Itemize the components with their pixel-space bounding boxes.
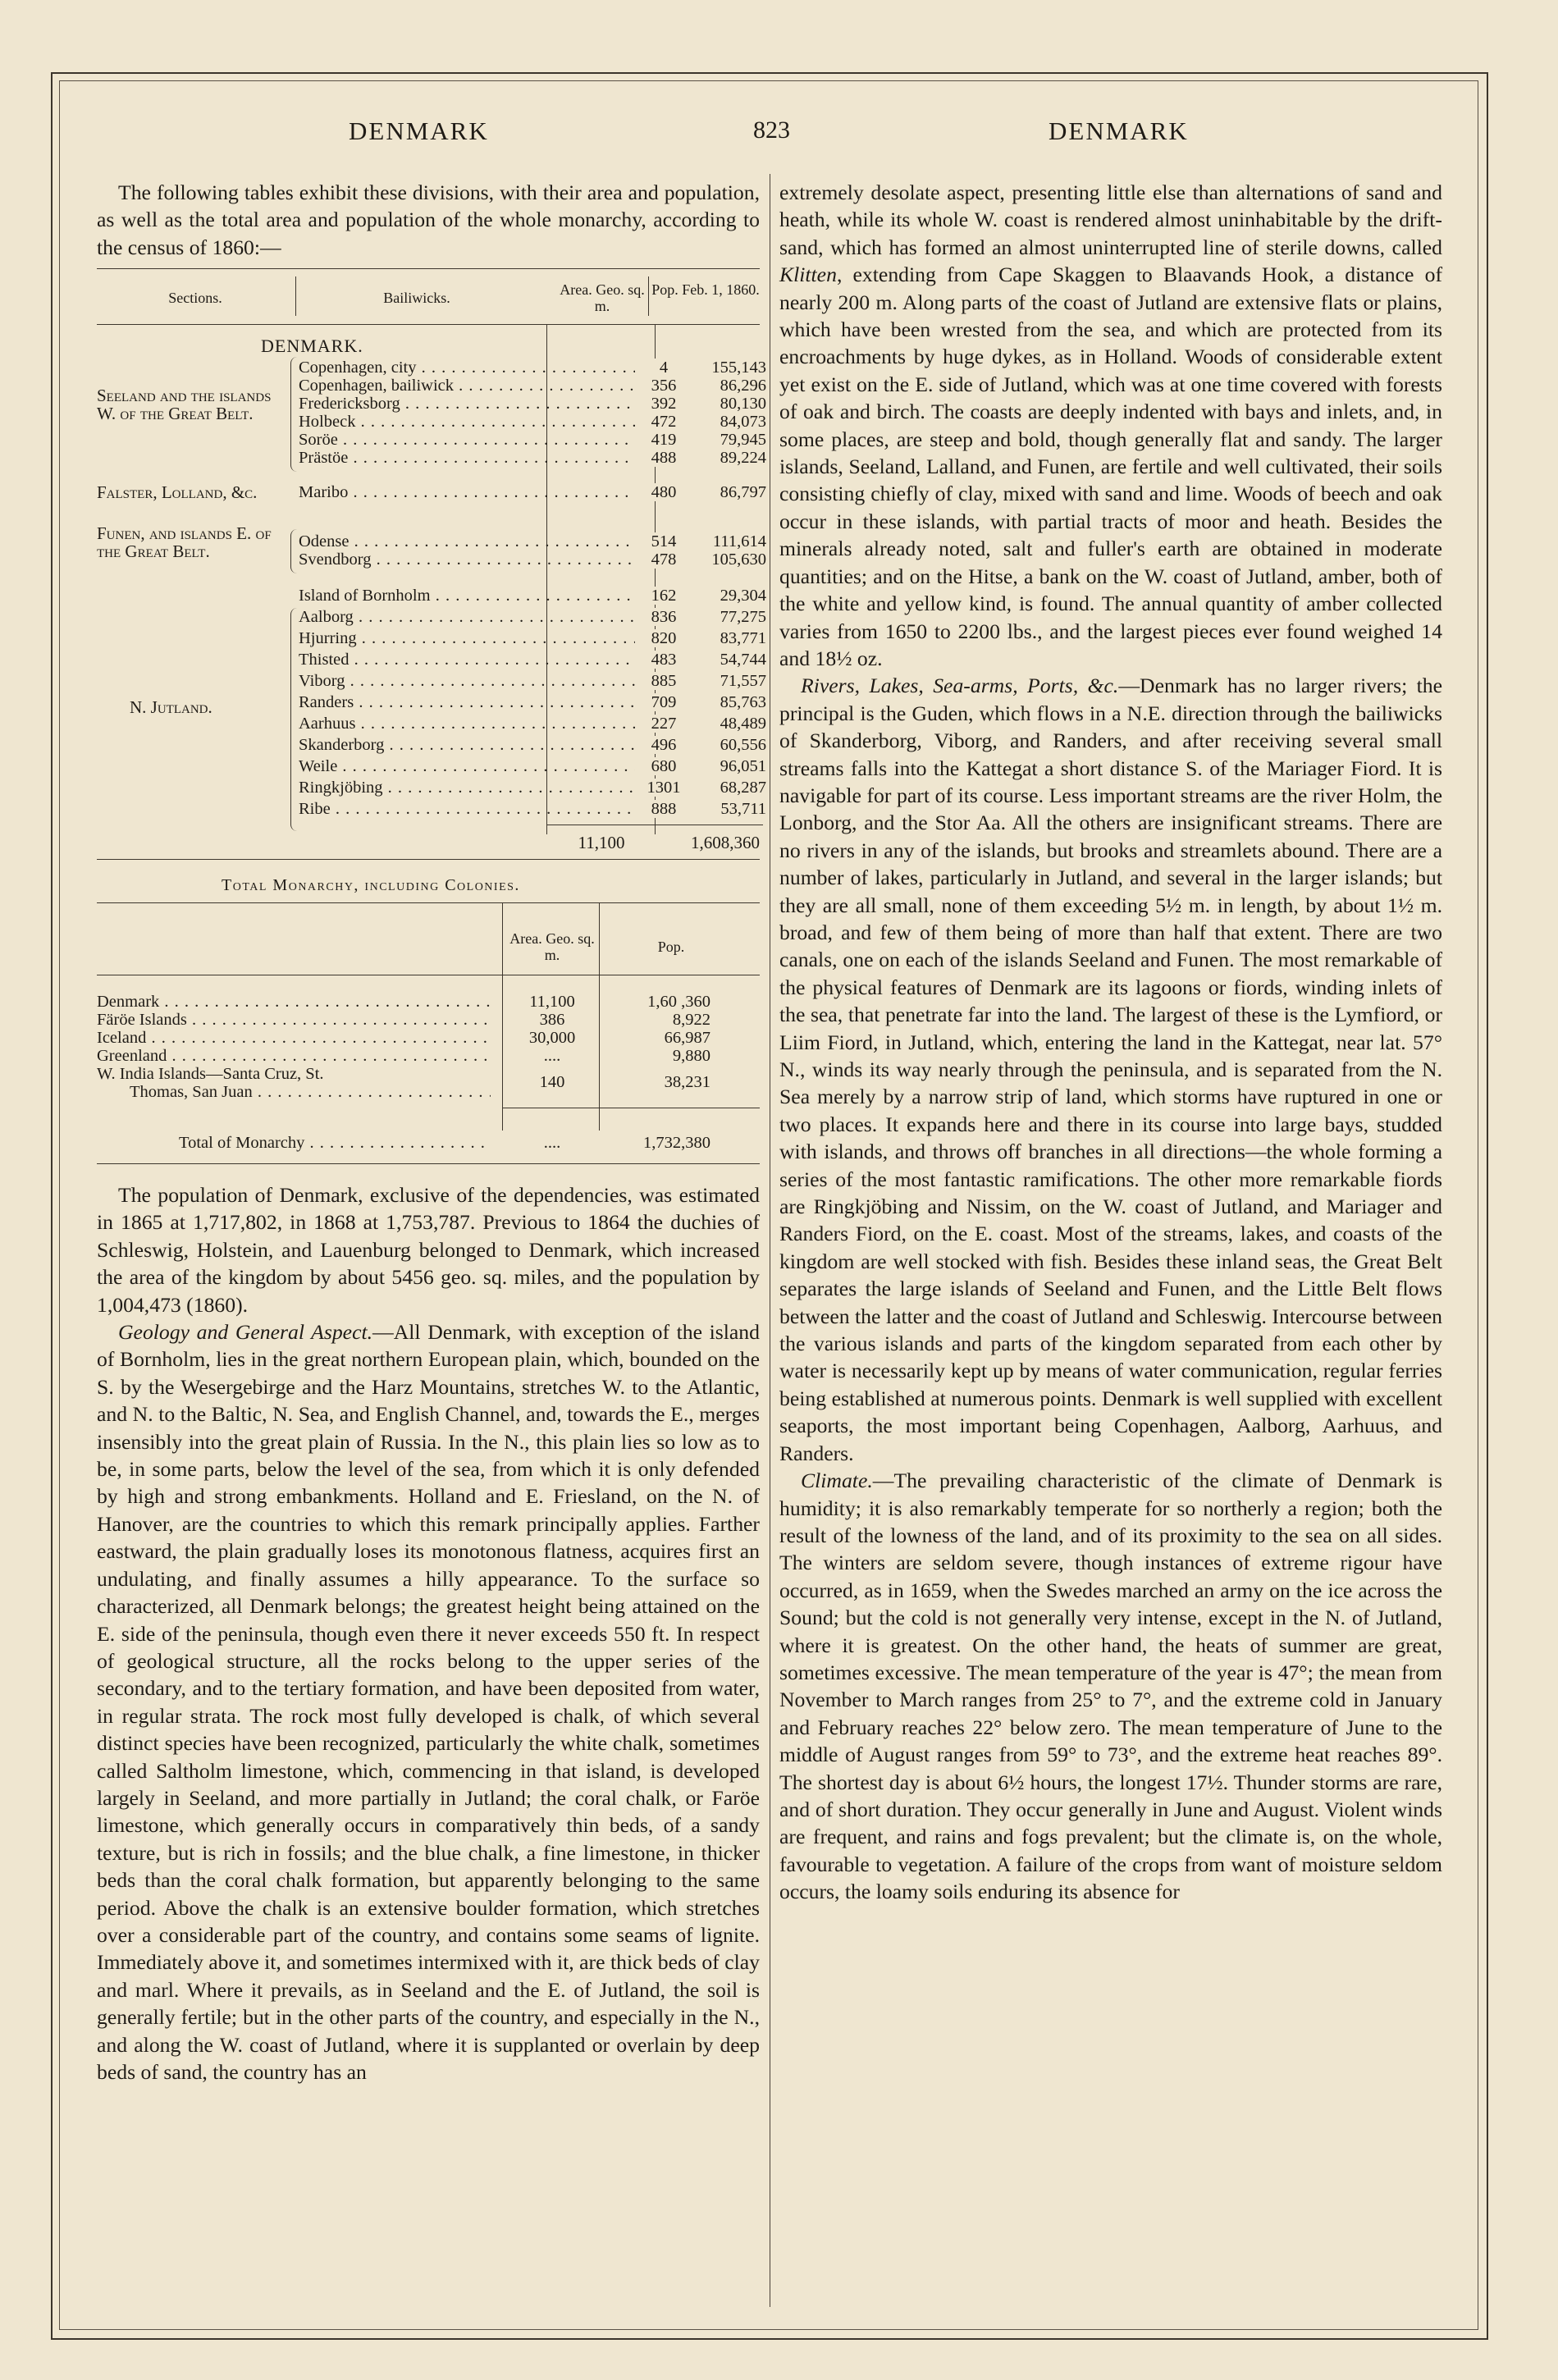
- table-rule: [97, 902, 760, 903]
- section-label-seeland: Seeland and the islands W. of the Great Belt.: [97, 386, 272, 423]
- left-body: [97, 1181, 760, 2085]
- table-row: Thisted . . . 483 54,744: [299, 651, 760, 669]
- table-row: Ribe . . . 888 53,711: [299, 800, 760, 818]
- population-paragraph: The population of Denmark, exclusive of the dependencies, was estimated in 1865 at 1,717,802, in 1868 at 1,753,787. Previous to 1864 the duchies of Schleswig, Holstein, and Lauenburg belonged to Denmark, which increased the area of the kingdom by about 5456 geo. sq. miles, and the population by 1,004,473 (1860).: [97, 1183, 760, 1317]
- right-column: [779, 179, 1442, 1906]
- section-label-jutland: N. Jutland.: [130, 697, 212, 717]
- table-row: Prästöe . . . 488 89,224: [299, 449, 760, 467]
- table-row: Weile . . . 680 96,051: [299, 757, 760, 775]
- table-row: Ringkjöbing . . . 1301 68,287: [299, 779, 760, 797]
- table-row: Greenland . . . .... 9,880: [97, 1047, 760, 1065]
- climate-paragraph: Climate.—The prevailing characteristic of the climate of Denmark is humidity; it is also remarkably temperate for so northerly a region; both the result of the lowness of the land, and of its proximity to the sea on all sides. The winters are seldom severe, though instances of extreme rigour have occurred, as in 1659, when the Swedes marched an army on the ice across the Sound; but the cold is not generally very intense, except in the N. of Jutland, where it is greatest. On the other hand, the heats of summer are great, sometimes excessive. The mean temperature of the year is 47°; the mean from November to March ranges from 25° to 7°, and the extreme cold in January and February reaches 22° below zero. The mean temperature of June to the middle of August ranges from 59° to 73°, and the extreme heat reaches 89°. The shortest day is about 6½ hours, the longest 17½. Thunder storms are rare, and of short duration. They occur generally in June and August. Violent winds are frequent, and rains and fogs prevalent; but the climate is, on the whole, favourable to vegetation. A failure of the crops from want of moisture seldom occurs, the loamy soils enduring its absence for: [779, 1469, 1442, 1904]
- table-row: Soröe . . . 419 79,945: [299, 431, 760, 449]
- monarchy-table: [97, 902, 760, 1165]
- table-row: Fredericksborg . . . 392 80,130: [299, 395, 760, 413]
- table1-total-area: 11,100: [578, 833, 625, 852]
- table-row: Holbeck . . . 472 84,073: [299, 413, 760, 431]
- table-row: Randers . . . 709 85,763: [299, 693, 760, 711]
- col-header-sections: Sections.: [168, 290, 222, 306]
- running-head-right: DENMARK: [1049, 116, 1189, 145]
- geology-paragraph: Geology and General Aspect.—All Denmark, with exception of the island of Bornholm, lies in the great northern European plain, which, bounded on the S. by the Wesergebirge and the Harz Mountains, stretches W. to the Atlantic, and N. to the Baltic, N. Sea, and English Channel, and, towards the E., merges insensibly into the great plain of Russia. In the N., this plain lies so low as to be, in some parts, below the level of the sea, from which it is only defended by high and strong embankments. Holland and E. Friesland, on the N. of Hanover, are the countries to which this remark principally applies. Farther eastward, the plain gradually loses its monotonous flatness, acquires first an undulating, and finally assumes a hilly appearance. To the surface so characterized, all Denmark belongs; the greatest height being attained on the E. side of the peninsula, though even there it never exceeds 550 ft. In respect of geological structure, all the rocks belong to the upper series of the secondary, and to the tertiary formation, and have been deposited from water, in regular strata. The rock most fully developed is chalk, of which several distinct species have been recognized, particularly the white chalk, sometimes called Saltholm limestone, which, commencing in that island, is developed largely in Seeland, and more partially in Jutland; the coral chalk, or Faröe limestone, which generally occurs in comparatively thin beds, of a sandy texture, but is rich in fossils; and the blue chalk, a fine limestone, in thicker beds than the coral chalk formation, but apparently belonging to the same period. Above the chalk is an extensive boulder formation, which stretches over a considerable part of the country, and contains some seams of lignite. Immediately above it, and sometimes intermixed with it, are thick beds of clay and marl. Where it prevails, as in Seeland and the E. of Jutland, the soil is generally fertile; but in the other parts of the country, and especially in the N., and along the W. coast of Jutland, where it is supplanted or overlain by deep beds of sand, the country has an: [97, 1320, 760, 2084]
- table-row: Färöe Islands . . . 386 8,922: [97, 1011, 760, 1029]
- table-rule: [295, 276, 296, 316]
- bailiwicks-table: [97, 268, 766, 866]
- table-row: Island of Bornholm . . . 162 29,304: [299, 587, 760, 605]
- table-total-row: Total of Monarchy . . . .... 1,732,380: [179, 1134, 760, 1152]
- col-header-pop: Pop.: [657, 939, 685, 955]
- table-rule: [97, 324, 760, 325]
- table2-caption: Total Monarchy, including Colonies.: [222, 876, 520, 894]
- table-row: Copenhagen, bailiwick . . . 356 86,296: [299, 377, 760, 395]
- table-rule: [97, 268, 760, 269]
- rivers-heading: Rivers, Lakes, Sea-arms, Ports, &c.: [801, 674, 1119, 698]
- table-row: Maribo . . . 480 86,797: [299, 483, 760, 501]
- table-row: Iceland . . . 30,000 66,987: [97, 1029, 760, 1047]
- table-row: Svendborg . . . 478 105,630: [299, 550, 760, 569]
- table-row: Odense . . . 514 111,614: [299, 532, 760, 550]
- climate-heading: Climate.: [801, 1469, 873, 1493]
- col-header-area: Area. Geo. sq. m.: [560, 281, 645, 314]
- geology-heading: Geology and General Aspect.: [118, 1320, 373, 1345]
- running-head-left: DENMARK: [349, 116, 489, 145]
- right-paragraph-1: extremely desolate aspect, presenting little else than alternations of sand and heath, while its whole W. coast is rendered almost uninhabitable by the drift-sand, which has formed an almost uninterrupted line of sterile downs, called Klitten, extending from Cape Skaggen to Blaavands Hook, a distance of nearly 200 m. Along parts of the coast of Jutland are extensive flats or plains, which have been wrested from the sea, and which are protected from its encroachments by huge dykes, as in Holland. Woods of considerable extent yet exist on the E. side of Jutland, which was at one time covered with forests of oak and birch. The coasts are deeply indented with bays and inlets, and, in some places, are steep and bold, though generally flat and sandy. The larger islands, Seeland, Lalland, and Funen, are fertile and well cultivated, their soils consisting chiefly of clay, mixed with sand and lime. Woods of beech and oak occur in these islands, with partial tracts of moor and heath. Besides the minerals already noted, salt and fuller's earth are obtained in moderate quantities; and on the Hitse, a bank on the W. coast of Jutland, amber, both of the white and yellow kind, is found. The annual quantity of amber collected varies from 1650 to 2200 lbs., and the largest pieces ever found weighed 14 and 18½ oz.: [779, 180, 1442, 670]
- table-row: Viborg . . . 885 71,557: [299, 672, 760, 690]
- col-header-pop: Pop. Feb. 1, 1860.: [651, 281, 760, 298]
- section-label-funen: Funen, and islands E. of the Great Belt.: [97, 523, 272, 561]
- left-column: [97, 179, 760, 261]
- table-row: Copenhagen, city . . . 4 155,143: [299, 359, 760, 377]
- table-row: Aalborg . . . 836 77,275: [299, 608, 760, 626]
- table-row: Hjurring . . . 820 83,771: [299, 629, 760, 647]
- table-row: Thomas, San Juan . . . 140 38,231: [97, 1083, 760, 1101]
- rivers-paragraph: Rivers, Lakes, Sea-arms, Ports, &c.—Denmark has no larger rivers; the principal is the Guden, which flows in a N.E. direction through the bailiwicks of Skanderborg, Viborg, and Randers, and after receiving several small streams falls into the Kattegat a short distance S. of the Mariager Fiord. It is navigable for part of its course. Less important streams are the river Holm, the Lonborg, and the Stor Aa. All the others are insignificant streams. There are no rivers in any of the islands, but brooks and streamlets abound. There are a number of lakes, particularly in Jutland, and several in the larger islands; but they are all small, none of them exceeding 5½ m. in length, by about 1½ m. broad, and few of them being of more than half that extent. There are two canals, one on each of the islands Seeland and Funen. The most remarkable of the physical features of Denmark are its lagoons or fiords, winding inlets of the sea, that penetrate far into the land. The largest of these is the Lymfiord, or Liim Fiord, in Jutland, which, entering the land in the Kattegat, near lat. 57° N., winds its way nearly through the peninsula, and is separated from the N. Sea merely by a narrow strip of land, which storms have ruptured in one or two places. It expands here and there in its course into large bays, studded with islands, and throws off branches in all directions—the whole forming a series of the most fantastic ramifications. The other more remarkable fiords are Ringkjöbing and Nissim, on the W. coast of Jutland, and Mariager and Randers Fiord, on the E. coast. Most of the streams, lakes, and coasts of the kingdom are well stocked with fish. Besides these inland seas, the Great Belt separates the large islands of Seeland and Funen, and the Little Belt flows between the latter and the coast of Jutland and Schleswig. Intercourse between the various islands and parts of the kingdom separated from each other by water is necessarily kept up by means of water communication, regular ferries being established at numerous points. Denmark is well supplied with excellent seaports, the most important being Copenhagen, Aalborg, Aarhuus, and Randers.: [779, 674, 1442, 1465]
- page-number: 823: [753, 116, 790, 144]
- col-header-area: Area. Geo. sq. m.: [509, 930, 595, 963]
- table-row: Skanderborg . . . 496 60,556: [299, 736, 760, 754]
- table-rule: [97, 1163, 760, 1164]
- table-caption: DENMARK.: [261, 336, 363, 356]
- table-row: Aarhuus . . . 227 48,489: [299, 715, 760, 733]
- table1-total-pop: 1,608,360: [691, 833, 760, 852]
- table-row: Denmark . . . 11,100 1,60 ,360: [97, 993, 760, 1011]
- table-row: W. India Islands—Santa Cruz, St.: [97, 1065, 324, 1083]
- intro-paragraph: The following tables exhibit these divisions, with their area and population, as well as the total area and population of the whole monarchy, according to the census of 1860:—: [97, 180, 760, 259]
- table-rule: [97, 859, 760, 860]
- section-label-falster: Falster, Lolland, &c.: [97, 482, 258, 502]
- col-header-bailiwicks: Bailiwicks.: [383, 290, 450, 306]
